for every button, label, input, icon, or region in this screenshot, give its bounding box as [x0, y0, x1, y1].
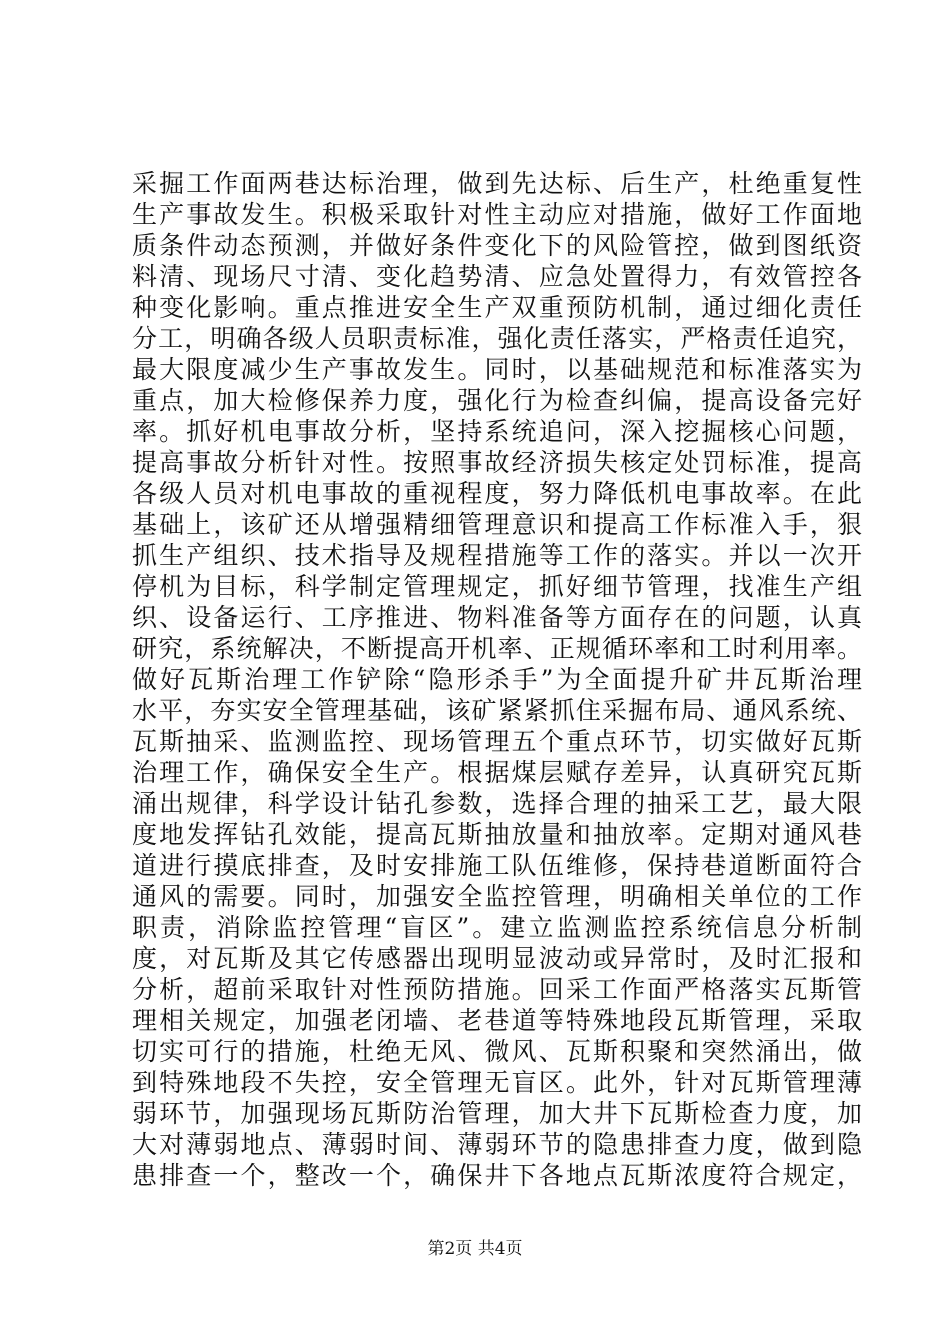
text-line: 分工，明确各级人员职责标准，强化责任落实，严格责任追究， [132, 324, 862, 353]
text-line: 理相关规定，加强老闭墙、老巷道等特殊地段瓦斯管理，采取 [132, 1006, 862, 1035]
text-line: 抓生产组织、技术指导及规程措施等工作的落实。并以一次开 [132, 541, 862, 570]
text-line: 研究，系统解决，不断提高开机率、正规循环率和工时利用率。 [132, 634, 862, 663]
text-line: 涌出规律，科学设计钻孔参数，选择合理的抽采工艺，最大限 [132, 789, 862, 818]
text-line: 弱环节，加强现场瓦斯防治管理，加大井下瓦斯检查力度，加 [132, 1099, 862, 1128]
text-line: 基础上，该矿还从增强精细管理意识和提高工作标准入手，狠 [132, 510, 862, 539]
text-line: 重点，加大检修保养力度，强化行为检查纠偏，提高设备完好 [132, 386, 862, 415]
text-line: 度，对瓦斯及其它传感器出现明显波动或异常时，及时汇报和 [132, 944, 862, 973]
body-text [132, 168, 862, 1191]
text-line: 道进行摸底排查，及时安排施工队伍维修，保持巷道断面符合 [132, 851, 862, 880]
text-line: 水平，夯实安全管理基础，该矿紧紧抓住采掘布局、通风系统、 [132, 696, 862, 725]
text-line: 大对薄弱地点、薄弱时间、薄弱环节的隐患排查力度，做到隐 [132, 1130, 862, 1159]
text-line: 种变化影响。重点推进安全生产双重预防机制，通过细化责任 [132, 293, 862, 322]
text-line: 率。抓好机电事故分析，坚持系统追问，深入挖掘核心问题， [132, 417, 862, 446]
text-line: 做好瓦斯治理工作铲除“隐形杀手”为全面提升矿井瓦斯治理 [132, 665, 862, 694]
text-line: 瓦斯抽采、监测监控、现场管理五个重点环节，切实做好瓦斯 [132, 727, 862, 756]
text-line: 料清、现场尺寸清、变化趋势清、应急处置得力，有效管控各 [132, 262, 862, 291]
text-line: 治理工作，确保安全生产。根据煤层赋存差异，认真研究瓦斯 [132, 758, 862, 787]
text-line: 患排查一个，整改一个，确保井下各地点瓦斯浓度符合规定， [132, 1161, 862, 1190]
text-line: 提高事故分析针对性。按照事故经济损失核定处罚标准，提高 [132, 448, 862, 477]
text-line: 停机为目标，科学制定管理规定，抓好细节管理，找准生产组 [132, 572, 862, 601]
text-line: 织、设备运行、工序推进、物料准备等方面存在的问题，认真 [132, 603, 862, 632]
page-number-footer: 第2页 共4页 [427, 1239, 523, 1259]
text-line: 最大限度减少生产事故发生。同时，以基础规范和标准落实为 [132, 355, 862, 384]
text-line: 各级人员对机电事故的重视程度，努力降低机电事故率。在此 [132, 479, 862, 508]
text-line: 采掘工作面两巷达标治理，做到先达标、后生产，杜绝重复性 [132, 169, 862, 198]
text-line: 生产事故发生。积极采取针对性主动应对措施，做好工作面地 [132, 200, 862, 229]
text-line: 切实可行的措施，杜绝无风、微风、瓦斯积聚和突然涌出，做 [132, 1037, 862, 1066]
text-line: 通风的需要。同时，加强安全监控管理，明确相关单位的工作 [132, 882, 862, 911]
text-line: 到特殊地段不失控，安全管理无盲区。此外，针对瓦斯管理薄 [132, 1068, 862, 1097]
text-line: 度地发挥钻孔效能，提高瓦斯抽放量和抽放率。定期对通风巷 [132, 820, 862, 849]
text-line: 职责，消除监控管理“盲区”。建立监测监控系统信息分析制 [132, 913, 862, 942]
text-line: 质条件动态预测，并做好条件变化下的风险管控，做到图纸资 [132, 231, 862, 260]
text-line: 分析，超前采取针对性预防措施。回采工作面严格落实瓦斯管 [132, 975, 862, 1004]
